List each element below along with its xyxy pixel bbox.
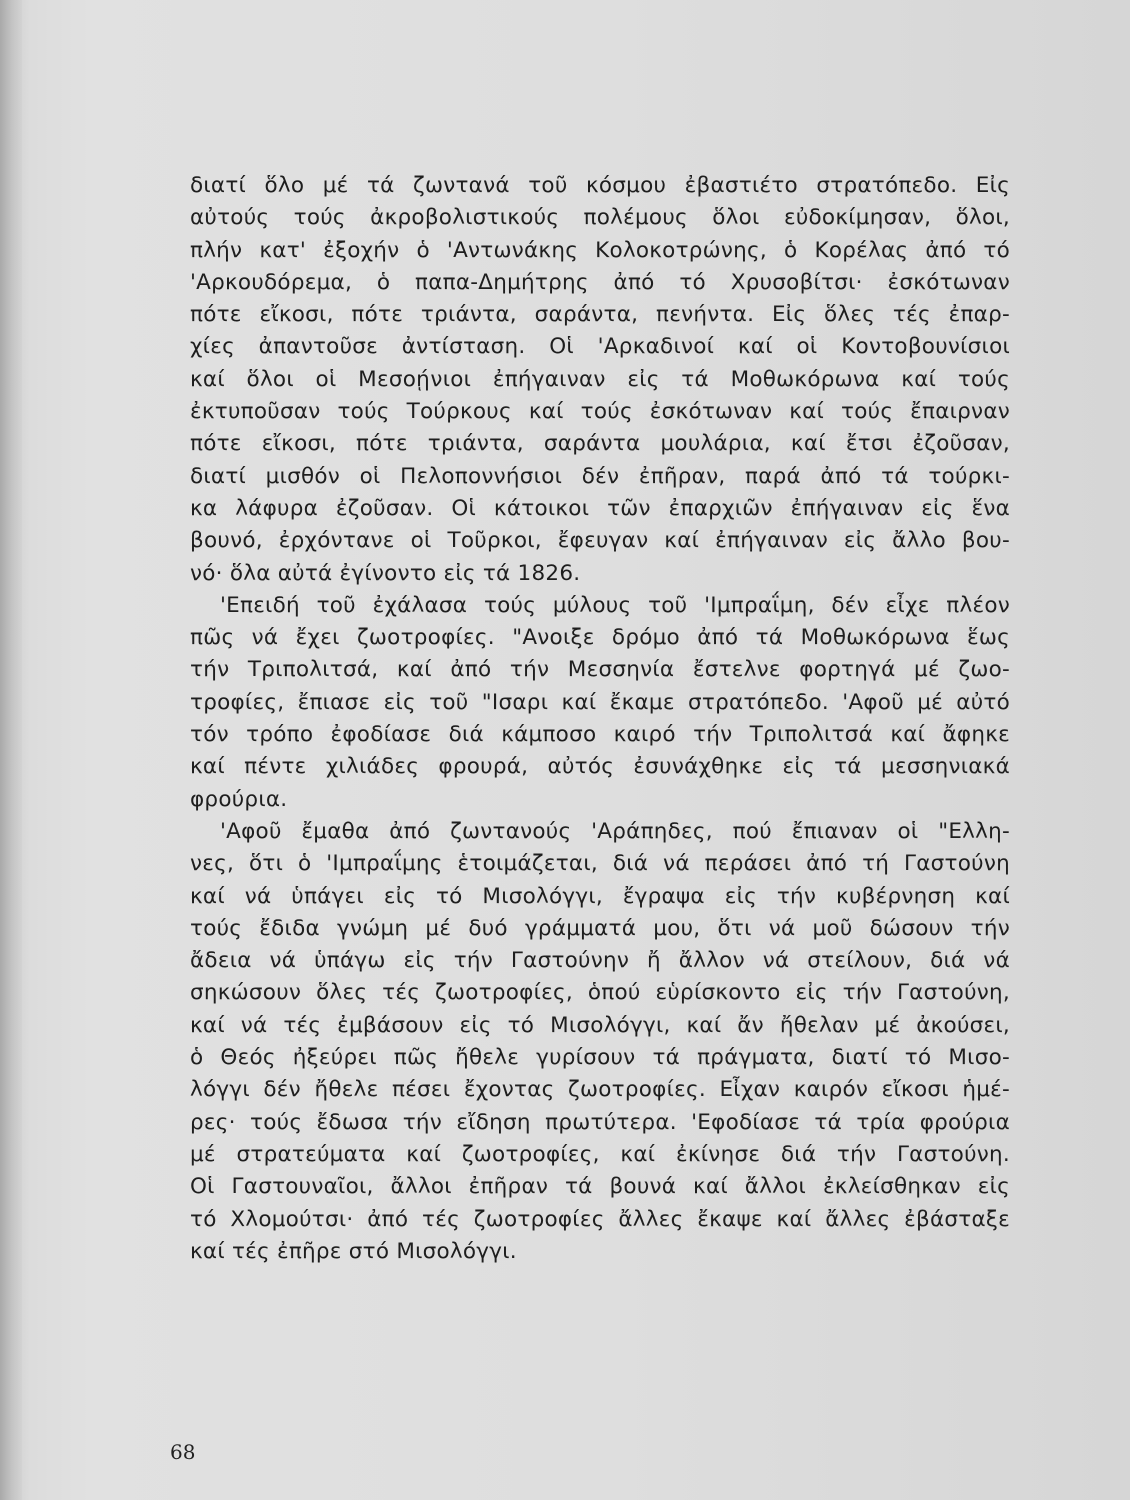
text-line: αὐτούς τούς ἀκροβολιστικούς πολέμους ὅλοι εὐδοκίμησαν, ὅλοι, <box>190 205 1010 231</box>
page-binding-edge <box>0 0 22 1500</box>
text-line: λόγγι δέν ἤθελε πέσει ἔχοντας ζωοτροφίες. Εἶχαν καιρόν εἴκοσι ἡμέ- <box>190 1077 1010 1103</box>
text-line: ἐκτυποῦσαν τούς Τούρκους καί τούς ἐσκότωναν καί τούς ἔπαιρναν <box>190 399 1010 425</box>
text-line: νό· ὅλα αὐτά ἐγίνοντο εἰς τά 1826. <box>190 560 581 586</box>
text-line: τήν Τριπολιτσά, καί ἀπό τήν Μεσσηνία ἔστελνε φορτηγά μέ ζωο- <box>190 657 1010 683</box>
text-line: πῶς νά ἔχει ζωοτροφίες. "Ανοιξε δρόμο ἀπό τά Μοθωκόρωνα ἕως <box>190 625 1010 651</box>
text-line: τόν τρόπο ἐφοδίασε διά κάμποσο καιρό τήν Τριπολιτσά καί ἄφηκε <box>190 722 1010 748</box>
text-line: καί νά ὑπάγει εἰς τό Μισολόγγι, ἔγραψα εἰς τήν κυβέρνηση καί <box>190 883 1010 909</box>
text-line: Οἱ Γαστουναῖοι, ἄλλοι ἐπῆραν τά βουνά καί ἄλλοι ἐκλείσθηκαν εἰς <box>190 1174 1010 1200</box>
text-line: ρες· τούς ἔδωσα τήν εἴδηση πρωτύτερα. 'Εφοδίασε τά τρία φρούρια <box>190 1109 1010 1135</box>
text-line: 'Αρκουδόρεμα, ὁ παπα-Δημήτρης ἀπό τό Χρυσοβίτσι· ἐσκότωναν <box>190 269 1010 295</box>
text-line: διατί ὅλο μέ τά ζωντανά τοῦ κόσμου ἐβαστιέτο στρατόπεδο. Εἰς <box>190 173 1010 198</box>
text-line: χίες ἀπαντοῦσε ἀντίσταση. Οἱ 'Αρκαδινοί καί οἱ Κοντοβουνίσιοι <box>190 334 1010 360</box>
text-line: πότε εἴκοσι, πότε τριάντα, σαράντα, πενήντα. Εἰς ὅλες τές ἐπαρ- <box>190 302 1010 328</box>
text-line: μέ στρατεύματα καί ζωοτροφίες, καί ἐκίνησε διά τήν Γαστούνη. <box>190 1141 1010 1167</box>
text-line: καί τές ἐπῆρε στό Μισολόγγι. <box>190 1238 517 1264</box>
text-line: πότε εἴκοσι, πότε τριάντα, σαράντα μουλάρια, καί ἔτσι ἐζοῦσαν, <box>190 431 1010 457</box>
paragraph-start-line: 'Επειδή τοῦ ἐχάλασα τούς μύλους τοῦ 'Ιμπραΐμη, δέν εἶχε πλέον <box>220 592 1010 618</box>
text-line: κα λάφυρα ἐζοῦσαν. Οἱ κάτοικοι τῶν ἐπαρχιῶν ἐπήγαιναν εἰς ἕνα <box>190 495 1010 521</box>
text-line: νες, ὅτι ὁ 'Ιμπραΐμης ἑτοιμάζεται, διά νά περάσει ἀπό τή Γαστούνη <box>190 851 1010 877</box>
text-line: ὁ Θεός ἠξεύρει πῶς ἤθελε γυρίσουν τά πράγματα, διατί τό Μισο- <box>190 1045 1010 1071</box>
text-line: τούς ἔδιδα γνώμη μέ δυό γράμματά μου, ὅτι νά μοῦ δώσουν τήν <box>190 915 1010 941</box>
text-line: τό Χλομούτσι· ἀπό τές ζωοτροφίες ἄλλες ἔκαψε καί ἄλλες ἐβάσταξε <box>190 1206 1010 1232</box>
text-line: καί νά τές ἐμβάσουν εἰς τό Μισολόγγι, καί ἄν ἤθελαν μέ ἀκούσει, <box>190 1012 1010 1038</box>
text-line: τροφίες, ἔπιασε εἰς τοῦ "Ισαρι καί ἔκαμε στρατόπεδο. 'Αφοῦ μέ αὐτό <box>190 689 1010 715</box>
text-line: καί πέντε χιλιάδες φρουρά, αὐτός ἐσυνάχθηκε εἰς τά μεσσηνιακά <box>190 754 1010 780</box>
text-line: διατί μισθόν οἱ Πελοποννήσιοι δέν ἐπῆραν, παρά ἀπό τά τούρκι- <box>190 463 1010 489</box>
text-line: πλήν κατ' ἐξοχήν ὁ 'Αντωνάκης Κολοκοτρώνης, ὁ Κορέλας ἀπό τό <box>190 237 1010 263</box>
paragraph-start-line: 'Αφοῦ ἔμαθα ἀπό ζωντανούς 'Αράπηδες, πού ἔπιαναν οἱ "Ελλη- <box>220 818 1010 844</box>
body-text <box>190 170 1010 1268</box>
page-number: 68 <box>170 1440 196 1464</box>
text-line: ἄδεια νά ὑπάγω εἰς τήν Γαστούνην ἤ ἄλλον νά στείλουν, διά νά <box>190 948 1010 974</box>
text-line: σηκώσουν ὅλες τές ζωοτροφίες, ὁπού εὑρίσκοντο εἰς τήν Γαστούνη, <box>190 980 1010 1006</box>
text-line: φρούρια. <box>190 786 288 812</box>
text-line: καί ὅλοι οἱ Μεσοῄνιοι ἐπήγαιναν εἰς τά Μοθωκόρωνα καί τούς <box>190 366 1010 392</box>
text-line: βουνό, ἐρχόντανε οἱ Τοῦρκοι, ἔφευγαν καί ἐπήγαιναν εἰς ἄλλο βου- <box>190 528 1010 554</box>
